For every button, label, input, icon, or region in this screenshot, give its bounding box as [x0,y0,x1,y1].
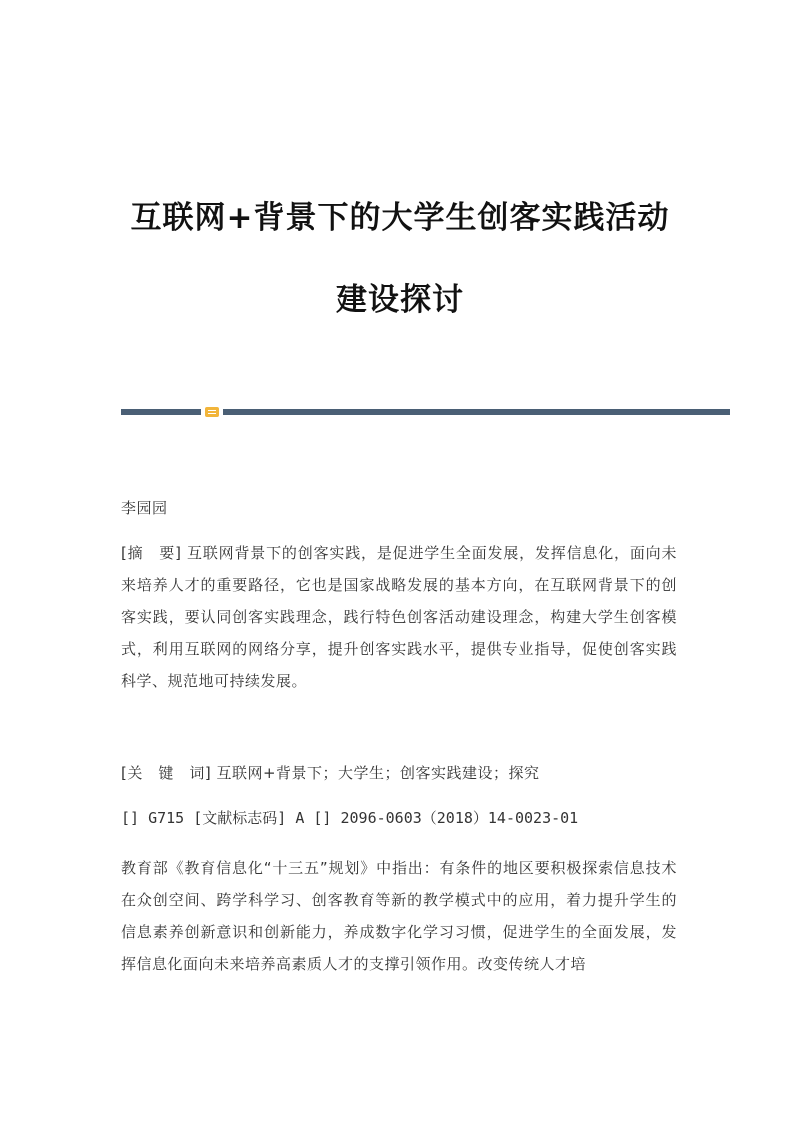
title-divider [121,409,730,417]
divider-bar-left [121,409,201,415]
classification-line: [] G715 [文献标志码] A [] 2096-0603（2018）14-0023-01 [121,809,579,827]
keywords-line: [关 键 词] 互联网+背景下；大学生；创客实践建设；探究 [121,764,540,782]
author-name: 李园园 [121,499,168,517]
abstract-paragraph: [摘 要] 互联网背景下的创客实践，是促进学生全面发展，发挥信息化，面向未来培养人才的重要路径，它也是国家战略发展的基本方向，在互联网背景下的创客实践，要认同创客实践理念，践行特色创客活动建设理念，构建大学生创客模式，利用互联网的网络分享，提升创客实践水平，提供专业指导，促使创客实践科学、规范地可持续发展。 [121,544,677,690]
divider-bar-right [223,409,730,415]
title-line-2: 建设探讨 [336,282,464,318]
title-line-1: 互联网+背景下的大学生创客实践活动 [130,200,670,236]
divider-emblem-icon [205,407,219,417]
body-paragraph: 教育部《教育信息化“十三五”规划》中指出：有条件的地区要积极探索信息技术在众创空间、跨学科学习、创客教育等新的教学模式中的应用，着力提升学生的信息素养创新意识和创新能力，养成数字化学习习惯，促进学生的全面发展，发挥信息化面向未来培养高素质人才的支撑引领作用。改变传统人才培 [121,859,677,973]
